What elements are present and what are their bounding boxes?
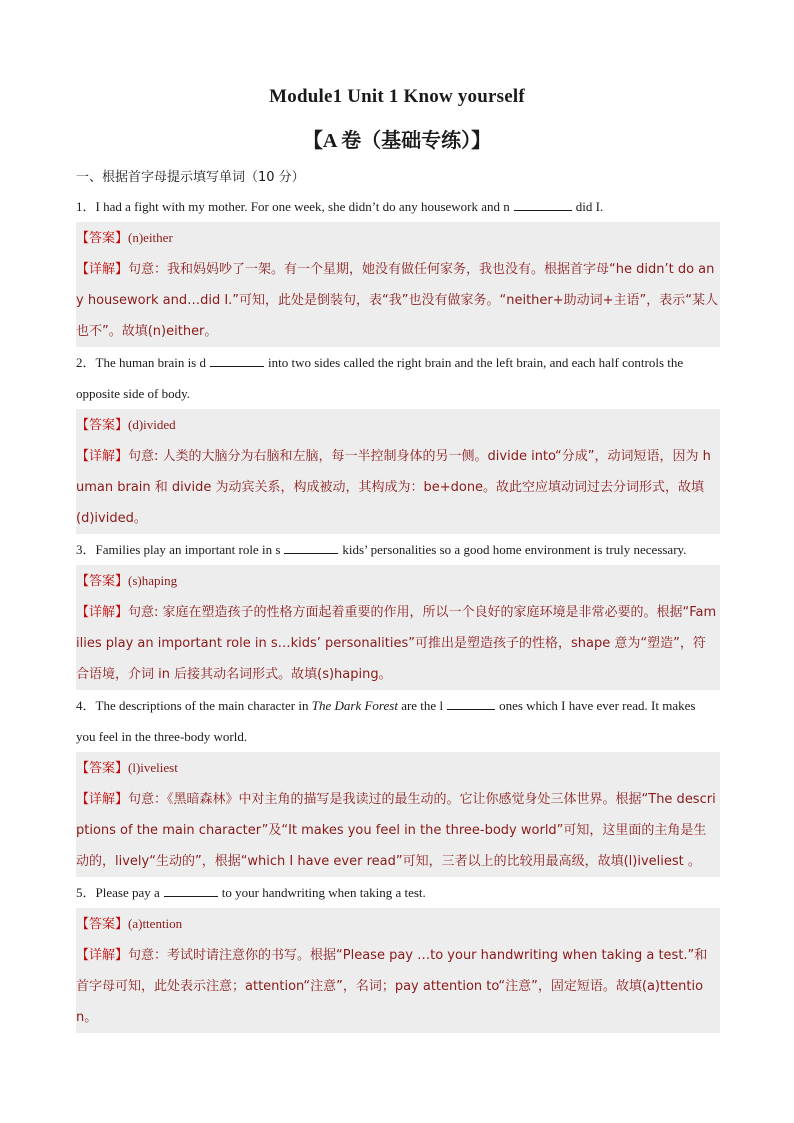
explanation-tag: 【详解】 — [76, 605, 129, 620]
question-text: did I. — [575, 199, 604, 214]
explanation-2 — [76, 441, 720, 534]
question-4 — [76, 690, 720, 752]
answer-text: (s)haping — [128, 573, 178, 588]
answer-text: (d)ivided — [128, 417, 176, 432]
question-number: 4． — [76, 698, 96, 713]
answer-3 — [76, 565, 720, 597]
answer-tag: 【答案】 — [76, 574, 129, 589]
question-5 — [76, 877, 720, 908]
explanation-5 — [76, 940, 720, 1033]
answer-text: (n)either — [128, 230, 173, 245]
answer-blank — [514, 198, 572, 211]
explanation-text: 句意：《黑暗森林》中对主角的描写是我读过的最生动的。它让你感觉身处三体世界。根据“The descriptions of the main character”及“It makes you feel in the three-body world”可知，这里面的主角是生动的，lively“生动的”，根据“which I have ever read”可知，三者以上的比较用最高级，故填(l)iveliest 。 — [76, 792, 716, 869]
question-list — [76, 191, 720, 1033]
question-2 — [76, 347, 720, 409]
answer-tag: 【答案】 — [76, 418, 129, 433]
question-text: The descriptions of the main character in — [95, 698, 312, 713]
question-3 — [76, 534, 720, 565]
question-number: 2． — [76, 355, 96, 370]
section-heading: 一、根据首字母提示填写单词（10 分） — [76, 170, 305, 185]
explanation-tag: 【详解】 — [76, 792, 129, 807]
answer-1 — [76, 222, 720, 254]
question-text: The human brain is d — [95, 355, 206, 370]
question-number: 1． — [76, 199, 96, 214]
answer-text: (l)iveliest — [128, 760, 178, 775]
question-text: Please pay a — [95, 885, 160, 900]
answer-text: (a)ttention — [128, 916, 183, 931]
question-text: to your handwriting when taking a test. — [221, 885, 426, 900]
explanation-text: 句意：考试时请注意你的书写。根据“Please pay …to your handwriting when taking a test.”和首字母可知，此处表示注意；attention“注意”，名词；pay attention to“注意”，固定短语。故填(a)ttention。 — [76, 948, 708, 1025]
explanation-tag: 【详解】 — [76, 948, 129, 963]
explanation-tag: 【详解】 — [76, 262, 129, 277]
explanation-4 — [76, 784, 720, 877]
question-text: ones which I have ever read. It makes you feel in the three-body world. — [76, 698, 696, 744]
answer-tag: 【答案】 — [76, 231, 129, 246]
question-1 — [76, 191, 720, 222]
answer-blank — [164, 884, 218, 897]
explanation-text: 句意: 人类的大脑分为右脑和左脑，每一半控制身体的另一侧。divide into“分成”，动词短语，因为 human brain 和 divide 为动宾关系，构成被动，其构成为：be+done。故此空应填动词过去分词形式，故填(d)ivided。 — [76, 449, 711, 526]
explanation-text: 句意：我和妈妈吵了一架。有一个星期，她没有做任何家务，我也没有。根据首字母“he didn’t do any housework and…did I.”可知，此处是倒装句，表“我”也没有做家务。“neither+助动词+主语”，表示“某人也不”。故填(n)either。 — [76, 262, 719, 339]
question-text: Families play an important role in s — [95, 542, 281, 557]
answer-tag: 【答案】 — [76, 917, 129, 932]
question-text: I had a fight with my mother. For one week, she didn’t do any housework and n — [95, 199, 510, 214]
question-number: 5． — [76, 885, 96, 900]
explanation-1 — [76, 254, 720, 347]
answer-2 — [76, 409, 720, 441]
answer-blank — [210, 354, 264, 367]
question-text: into two sides called the right brain and the left brain, and each half controls the opposite side of body. — [76, 355, 684, 401]
answer-4 — [76, 752, 720, 784]
answer-blank — [447, 697, 495, 710]
explanation-text: 句意: 家庭在塑造孩子的性格方面起着重要的作用，所以一个良好的家庭环境是非常必要的。根据“Families play an important role in s…kids’ personalities”可推出是塑造孩子的性格，shape 意为“塑造”，符合语境，介词 in 后接其动名词形式。故填(s)haping。 — [76, 605, 717, 682]
answer-5 — [76, 908, 720, 940]
explanation-3 — [76, 597, 720, 690]
book-title: The Dark Forest — [311, 698, 398, 713]
answer-tag: 【答案】 — [76, 761, 129, 776]
question-text: kids’ personalities so a good home environment is truly necessary. — [342, 542, 687, 557]
question-text: are the l — [397, 698, 444, 713]
question-number: 3． — [76, 542, 96, 557]
page-title: Module1 Unit 1 Know yourself — [269, 86, 525, 107]
explanation-tag: 【详解】 — [76, 449, 129, 464]
page-subtitle: 【A 卷（基础专练）】 — [302, 130, 492, 152]
answer-blank — [284, 541, 338, 554]
